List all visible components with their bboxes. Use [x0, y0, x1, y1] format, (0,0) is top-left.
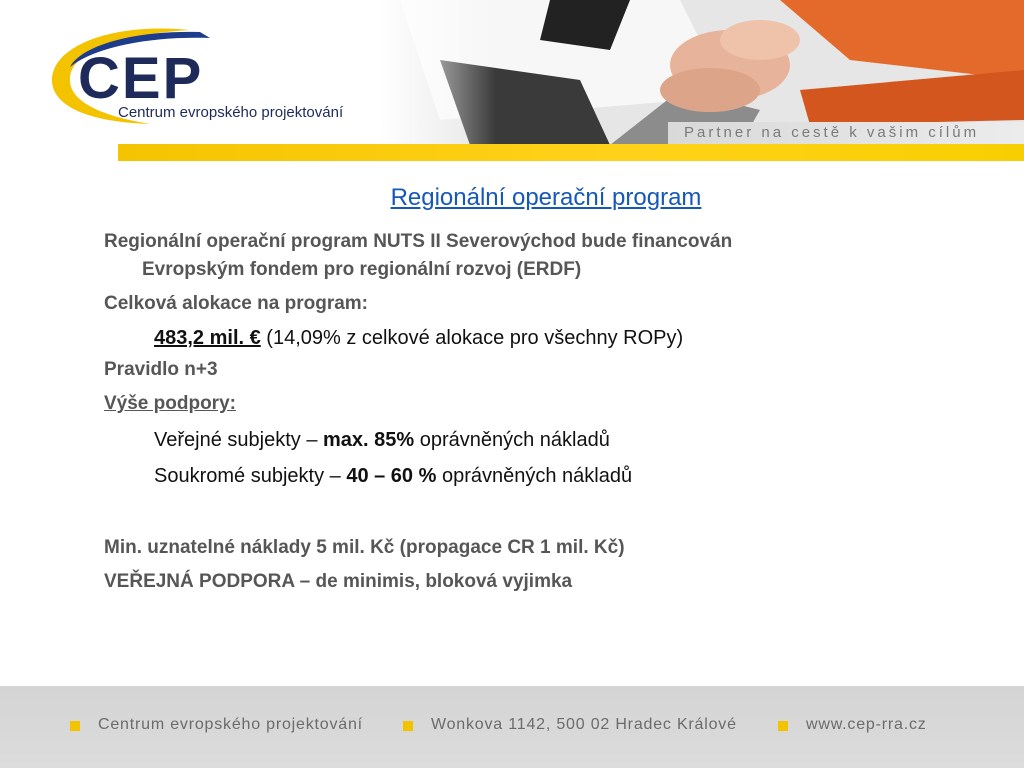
footer-web[interactable]: www.cep-rra.cz — [806, 716, 927, 733]
footer-bullet-icon — [70, 721, 80, 731]
cep-logo — [40, 22, 370, 132]
footer — [0, 686, 1024, 768]
support-public-pre: Veřejné subjekty – — [154, 429, 323, 451]
svg-text:CEP: CEP — [78, 46, 204, 111]
bullet-financing — [104, 228, 944, 284]
bullet-allocation: Celková alokace na program: — [104, 293, 368, 314]
footer-address: Wonkova 1142, 500 02 Hradec Králové — [431, 716, 737, 733]
bullet-state-aid: VEŘEJNÁ PODPORA – de minimis, bloková vyjimka — [104, 571, 573, 592]
support-private-pre: Soukromé subjekty – — [154, 465, 347, 487]
financing-line-1: Regionální operační program NUTS II Severovýchod bude financován — [104, 231, 733, 252]
support-private-post: oprávněných nákladů — [436, 465, 633, 487]
bullet-rule: Pravidlo n+3 — [104, 359, 218, 380]
support-public — [104, 426, 944, 454]
tagline: Partner na cestě k vašim cílům — [668, 122, 1024, 144]
support-private — [104, 462, 944, 490]
support-private-value: 40 – 60 % — [346, 465, 437, 487]
allocation-amount: 483,2 mil. € — [154, 327, 261, 349]
footer-bullet-icon — [778, 721, 788, 731]
allocation-note: (14,09% z celkové alokace pro všechny ROPy) — [260, 327, 684, 349]
bullet-min-costs: Min. uznatelné náklady 5 mil. Kč (propagace CR 1 mil. Kč) — [104, 537, 625, 558]
support-public-post: oprávněných nákladů — [414, 429, 610, 451]
footer-bullet-icon — [403, 721, 413, 731]
bullet-support-level: Výše podpory: — [104, 393, 236, 414]
financing-line-2: Evropským fondem pro regionální rozvoj (ERDF) — [142, 259, 582, 280]
footer-org: Centrum evropského projektování — [98, 716, 363, 733]
slide-title: Regionální operační program — [390, 184, 702, 211]
header-yellow-bar — [118, 144, 1024, 161]
slide-content — [104, 228, 944, 596]
header — [0, 0, 1024, 160]
allocation-detail — [104, 324, 944, 352]
svg-text:Centrum evropského projektován: Centrum evropského projektování — [118, 104, 344, 121]
support-public-value: max. 85% — [323, 429, 415, 451]
